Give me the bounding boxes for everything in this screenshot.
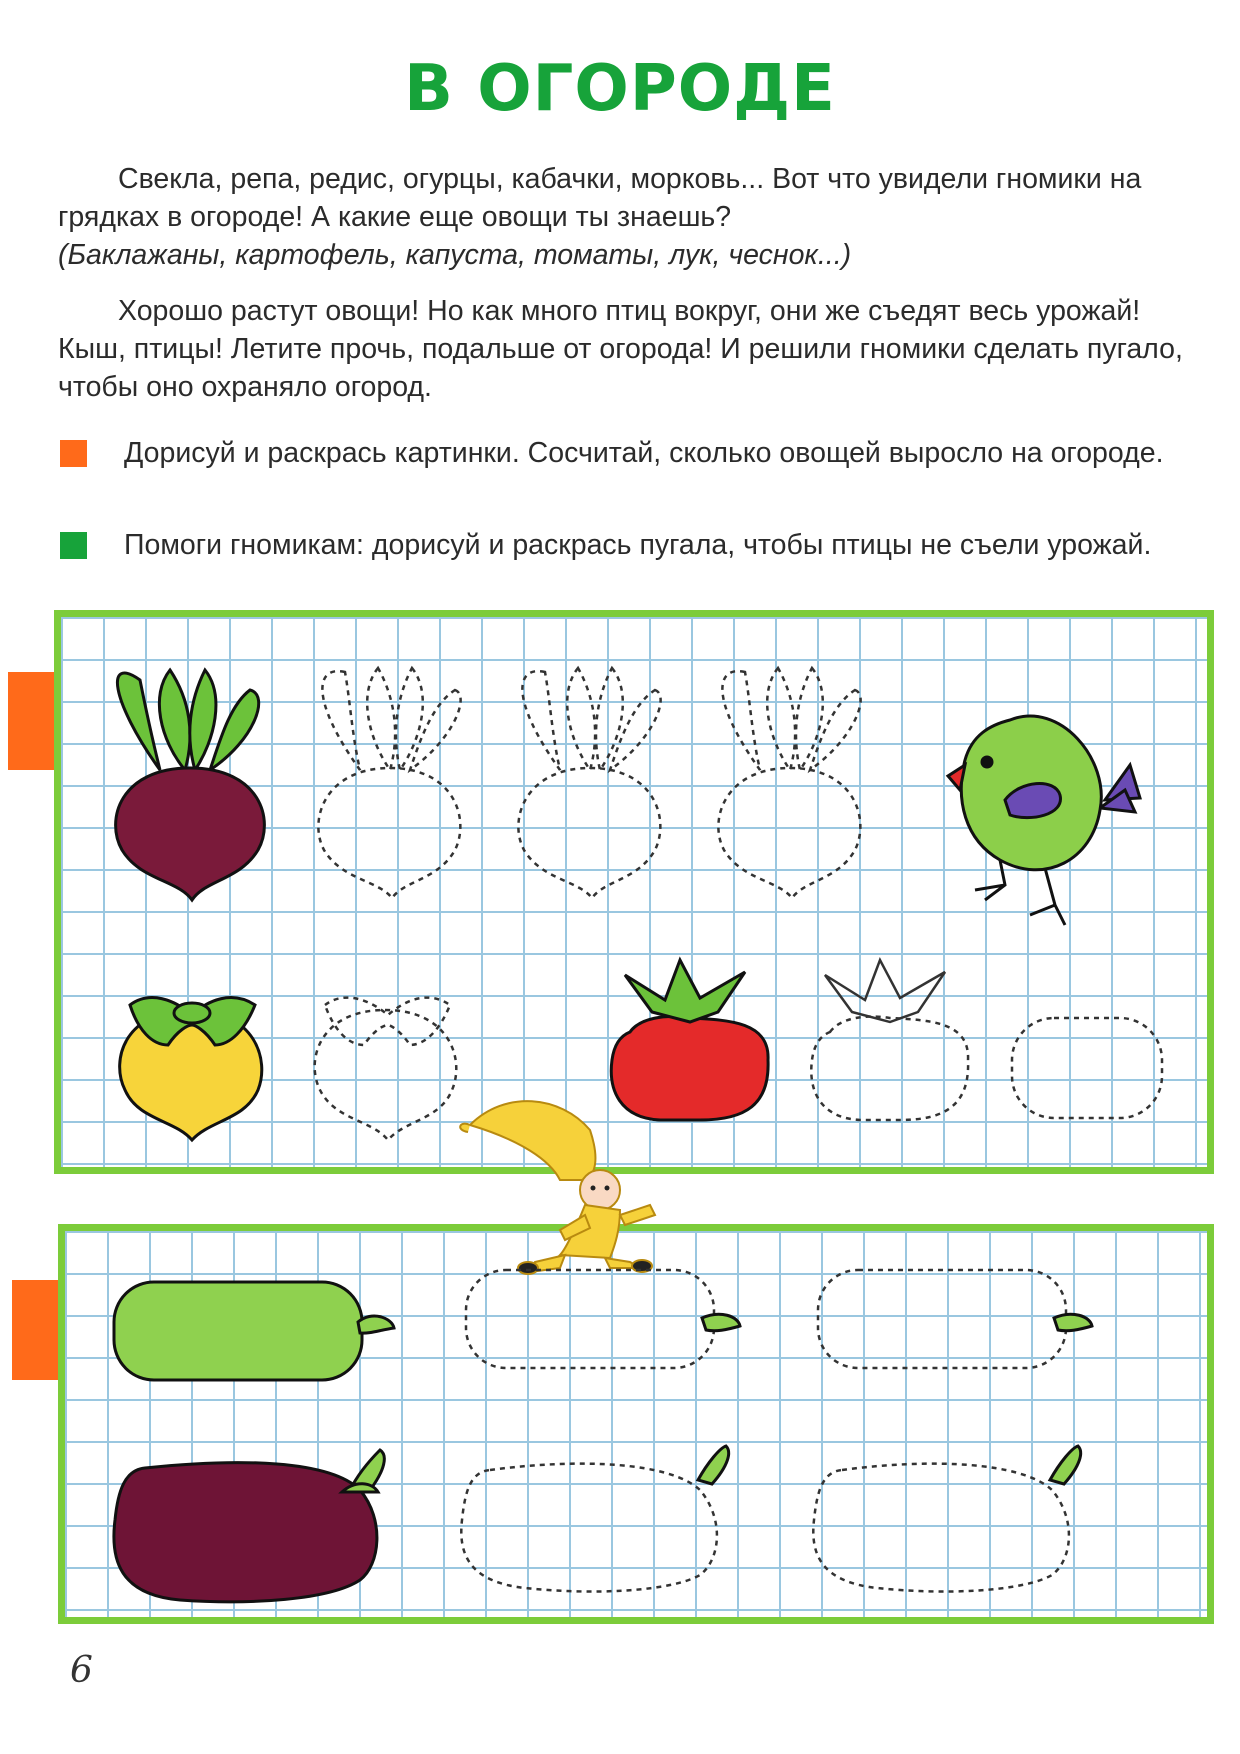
- turnip-icon: [120, 998, 262, 1140]
- intro-text: Свекла, репа, редис, огурцы, кабачки, морковь... Вот что увидели гномики на грядках в огороде! А какие еще овощи ты знаешь?: [58, 163, 1142, 233]
- bird-icon: [948, 716, 1140, 925]
- turnip-outline-icon: [315, 998, 457, 1140]
- task-1-text: Дорисуй и раскрась картинки. Сосчитай, сколько овощей выросло на огороде.: [124, 437, 1164, 469]
- page-number: 6: [70, 1650, 93, 1691]
- tomato-icon: [611, 960, 768, 1120]
- story-text: Хорошо растут овощи! Но как много птиц вокруг, они же съедят весь урожай! Кыш, птицы! Летите прочь, подальше от огорода! И решили гномики сделать пугало, чтобы оно охраняло огород.: [58, 295, 1183, 403]
- beet-outline-icon: [518, 668, 660, 898]
- tomato-outline-icon: [1012, 1018, 1162, 1118]
- intro-italic-text: (Баклажаны, картофель, капуста, томаты, лук, чеснок...): [58, 239, 852, 271]
- cucumber-icon: [114, 1282, 394, 1380]
- gnome-icon: [460, 1101, 655, 1274]
- beet-outline-icon: [718, 668, 860, 898]
- page-title: В ОГОРОДЕ: [404, 52, 836, 126]
- tomato-outline-icon: [811, 960, 968, 1120]
- task-2-text: Помоги гномикам: дорисуй и раскрась пугала, чтобы птицы не съели урожай.: [124, 529, 1152, 561]
- cucumber-stem-icon: [1054, 1314, 1092, 1330]
- eggplant-icon: [114, 1450, 384, 1602]
- cucumber-stem-icon: [702, 1314, 740, 1330]
- eggplant-stem-icon: [698, 1446, 729, 1484]
- eggplant-stem-icon: [1050, 1446, 1081, 1484]
- cucumber-outline-icon: [466, 1270, 714, 1368]
- cucumber-outline-icon: [818, 1270, 1066, 1368]
- eggplant-outline-icon: [813, 1464, 1069, 1592]
- beet-icon: [116, 670, 265, 900]
- beet-outline-icon: [318, 668, 460, 898]
- eggplant-outline-icon: [461, 1464, 717, 1592]
